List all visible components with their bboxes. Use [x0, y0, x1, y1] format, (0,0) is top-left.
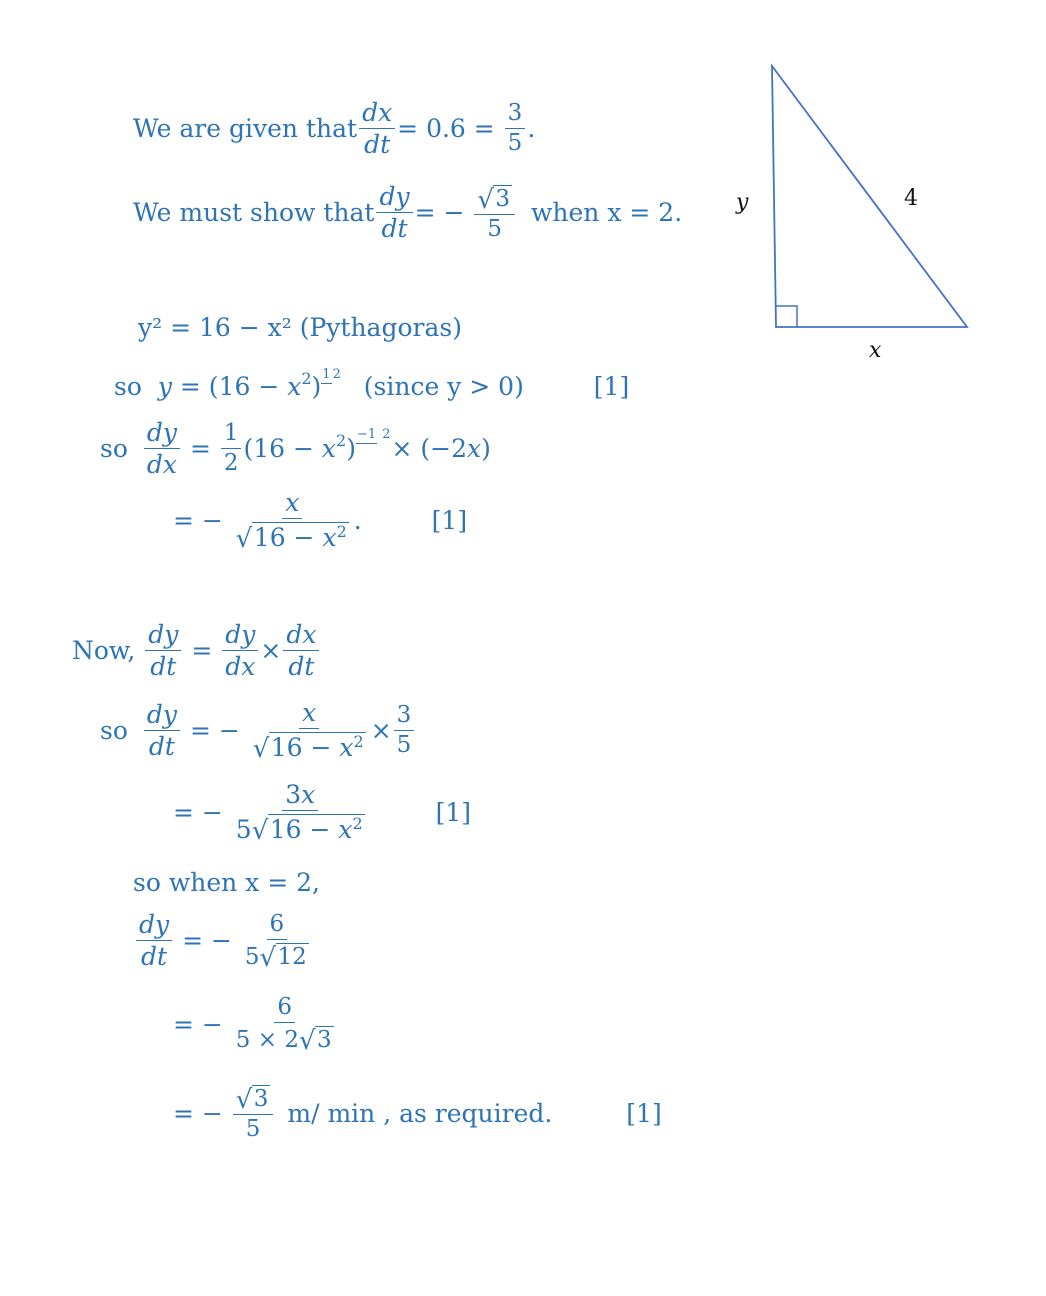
root3-over-5-fraction: √ 3 5 [474, 185, 515, 241]
pythagoras-text: y² = 16 − x² (Pythagoras) [138, 313, 462, 342]
final-line: = − √ 3 5 m/ min , as required. [1] [173, 1085, 662, 1142]
eval-line-2: = − 6 5 × 2 √ 3 [173, 994, 332, 1056]
mark-1a: [1] [593, 372, 630, 401]
triangle-label-hypotenuse: 4 [904, 186, 918, 211]
mark-1b: [1] [431, 505, 468, 535]
given-prefix: We are given that [133, 114, 358, 143]
substitution-line: so $\frac{dy}{dt}$ = − x √ $16 - x^2$ × $\frac{3}{5}$ [100, 700, 416, 760]
since-text: (since y > 0) [363, 372, 524, 401]
so-word-2: so [100, 434, 128, 463]
chain-rule-line: Now, $\frac{dy}{dt}$ = $\frac{dy}{dx}$ × $\frac{dx}{dt}$ [72, 622, 321, 679]
right-angle-marker [776, 306, 797, 327]
triangle-label-x: x [869, 338, 882, 363]
three-fifths-fraction: $\frac{3}{5}$ [505, 102, 526, 155]
triangle-outline [772, 66, 967, 327]
show-prefix: We must show that [133, 198, 375, 227]
dydt-fraction: $\frac{dy}{dt}$ [376, 184, 412, 241]
so-when-text: so when x = 2, [133, 868, 320, 897]
dydx-simplified-line: = − x √ $16 - x^2$ . [1] [173, 488, 468, 554]
show-suffix: when x = 2. [531, 198, 683, 227]
so-word-3: so [100, 715, 128, 745]
show-equals: = − [414, 198, 465, 227]
mark-1d: [1] [626, 1098, 662, 1128]
mark-1c: [1] [435, 797, 472, 827]
dxdt-fraction: $\frac{dx}{dt}$ [359, 100, 395, 157]
triangle-label-y: y [736, 190, 749, 215]
dydx-line: so $\frac{dy}{dx}$ = $\frac{1}{2}$ $(16 - x^2)-1$ 2× (−2x) [100, 418, 491, 479]
y-expression-line: so $y = (16 - x^2)1$ 2 (since y > 0) [1] [114, 367, 630, 401]
combined-line: = − 3x 5 √ $16 - x^2$ [1] [173, 780, 472, 846]
eval-line-1: $\frac{dy}{dt}$ = − 6 5 √ 12 [134, 912, 314, 969]
so-word: so [114, 372, 142, 401]
now-word: Now, [72, 636, 136, 665]
given-equals: = 0.6 = [397, 114, 495, 143]
final-suffix: m/ min , as required. [287, 1098, 553, 1128]
given-line: We are given that $\frac{dx}{dt}$ = 0.6 = $\frac{3}{5}$ . [133, 98, 536, 159]
